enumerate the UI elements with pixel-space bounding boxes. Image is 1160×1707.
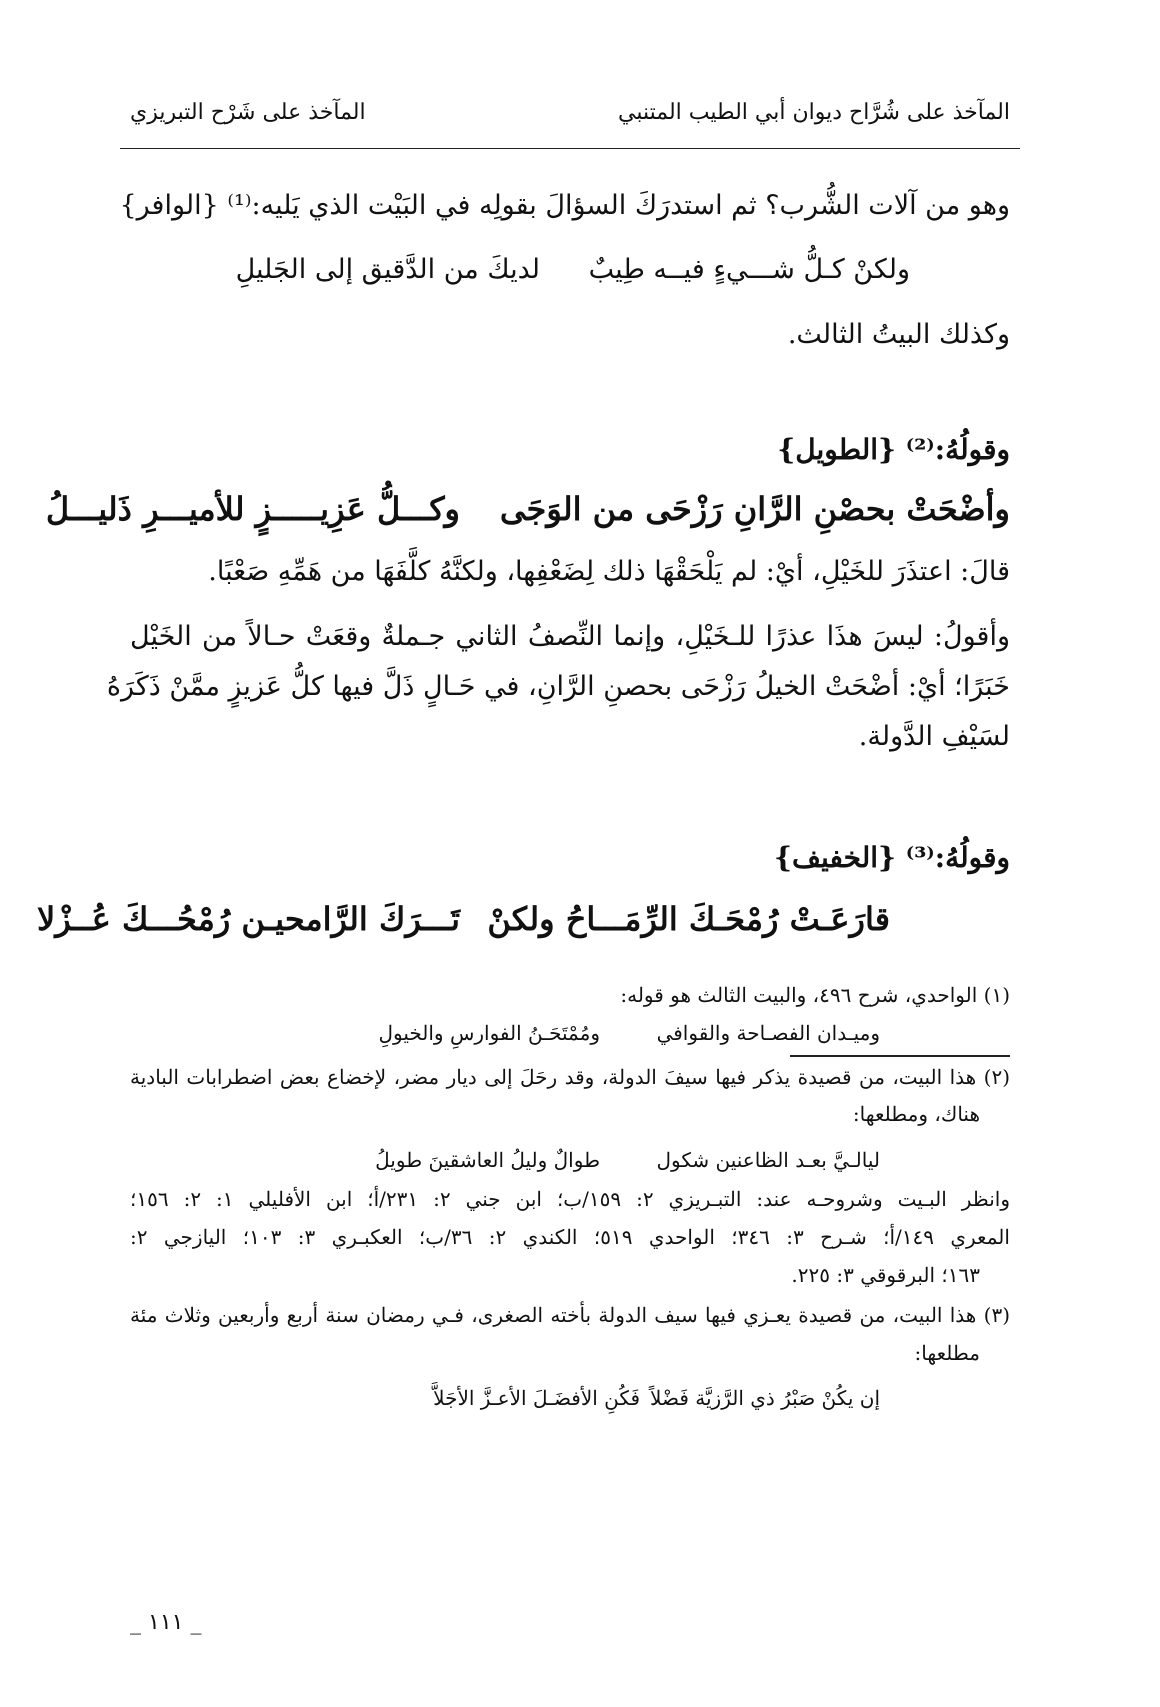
verse-3-second-hemistich: تَـــرَكَ الرَّامحيـن رُمْحُـــكَ عُــزْلا [37, 900, 460, 938]
footnote-2-line-1: (٢) هذا البيت، من قصيدة يذكر فيها سيفَ الدولة، وقد رحَلَ إلى ديار مضر، لإخضاع بعض اضطرابات البادية [130, 1065, 1010, 1089]
footnote-3-line-1: (٣) هذا البيت، من قصيدة يعـزي فيها سيف الدولة بأخته الصغرى، فـي رمضان سنة أربع وأربعين وثلاث مئة [130, 1303, 1010, 1327]
footnote-2-line-5: ١٦٣؛ البرقوقي ٣: ٢٢٥. [791, 1263, 980, 1287]
body-line-1: وهو من آلات الشُّرب؟ ثم استدرَكَ السؤالَ بقولِه في البَيْت الذي يَليه:⁽¹⁾ {الوافر} [119, 190, 1010, 221]
aqul-line-1: وأقولُ: ليسَ هذَا عذرًا للـخَيْلِ، وإنما النِّصفُ الثاني جـملةٌ وقعَتْ حـالاً من الخَيْل [130, 621, 1010, 652]
qal-paragraph: قالَ: اعتذَرَ للخَيْلِ، أيْ: لم يَلْحَقْهَا ذلك لِضَعْفِها، ولكنَّهُ كلَّفَهَا من هَمِّهِ صَعْبًا. [208, 556, 1010, 587]
footnote-2-line-2: هناك، ومطلعها: [852, 1102, 980, 1126]
footnote-3-verse-second: فَكُنِ الأفضَـلَ الأعـزَّ الأجَلاَّ [433, 1386, 640, 1410]
verse-2-second-hemistich: وكـــلُّ عَزِيـــــزٍ للأميـــرِ ذَليـــلُ [45, 490, 460, 528]
verse-1-first-hemistich: ولكنْ كـلُّ شـــيءٍ فيــه طِيبٌ [588, 254, 910, 285]
body-line-3: وكذلك البيتُ الثالث. [787, 319, 1010, 350]
aqul-line-2: خَبَرًا؛ أيْ: أضْحَتْ الخيلُ رَزْحَى بحصنِ الرَّانِ، في حَـالٍ ذَلَّ فيها كلُّ عَزيزٍ ممَّنْ ذَكَرَهُ [106, 671, 1010, 702]
running-header-chapter-title: المآخذ على شَرْح التبريزي [130, 100, 366, 125]
footnote-divider [790, 1055, 1010, 1057]
footnote-3-line-2: مطلعها: [914, 1341, 980, 1365]
footnote-2-verse-first: ليالـيَّ بعـد الظاعنين شكول [656, 1148, 880, 1172]
header-divider [120, 148, 1020, 149]
footnote-2-line-3: وانظر البـيت وشروحـه عند: التبـريزي ٢: ١٥٩/ب؛ ابن جني ٢: ٢٣١/أ؛ ابن الأفليلي ١: ٢: ١٥٦؛ [130, 1187, 1010, 1211]
footnote-2-line-4: المعري ١٤٩/أ؛ شـرح ٣: ٣٤٦؛ الواحدي ٥١٩؛ الكندي ٢: ٣٦/ب؛ العكبـري ٣: ١٠٣؛ اليازجي ٢: [130, 1225, 1010, 1249]
verse-2-intro: وقولُهُ:⁽²⁾ {الطويل} [777, 433, 1010, 466]
footnote-3-verse-first: إن يكُنْ صَبْرُ ذي الرَّزيَّة فَضْلاً [650, 1386, 880, 1410]
aqul-line-3: لسَيْفِ الدَّولة. [858, 721, 1010, 752]
verse-3-intro: وقولُهُ:⁽³⁾ {الخفيف} [774, 841, 1010, 874]
footnote-1-verse-second: ومُمْتَحَـنُ الفوارسِ والخيولِ [378, 1021, 600, 1045]
footnote-1-verse-first: وميـدان الفصـاحة والقوافي [656, 1021, 880, 1045]
verse-2-first-hemistich: وأضْحَتْ بحصْنِ الرَّانِ رَزْحَى من الوَجَى [499, 490, 1010, 528]
verse-3-first-hemistich: قارَعَـتْ رُمْحَـكَ الرِّمَـــاحُ ولكنْ [487, 900, 890, 938]
running-header-book-title: المآخذ على شُرَّاح ديوان أبي الطيب المتنبي [618, 100, 1010, 125]
verse-1-second-hemistich: لديكَ من الدَّقيق إلى الجَليلِ [235, 254, 540, 285]
footnote-1: (١) الواحدي، شرح ٤٩٦، والبيت الثالث هو قوله: [620, 983, 1010, 1007]
page-number: _ ١١١ _ [130, 1610, 202, 1635]
footnote-2-verse-second: طوالٌ وليلُ العاشقينَ طويلُ [375, 1148, 600, 1172]
